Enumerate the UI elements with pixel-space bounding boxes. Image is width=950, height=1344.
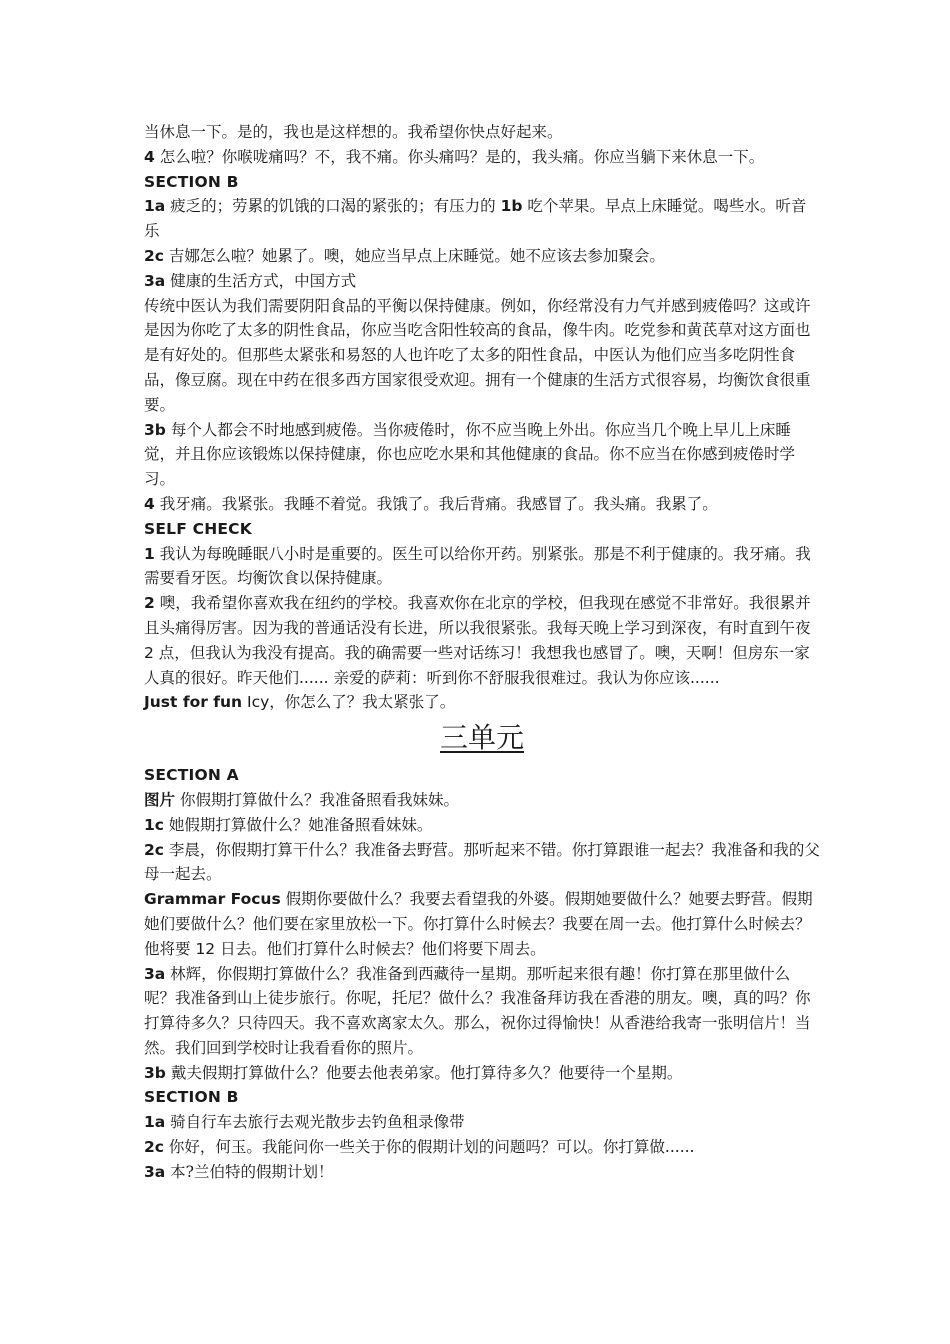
item-label: 3b	[144, 420, 166, 439]
paragraph-sc-1	[144, 542, 820, 592]
paragraph-just-for-fun	[144, 690, 820, 715]
item-label: 2	[144, 594, 155, 613]
text: 健康的生活方式，中国方式	[165, 271, 357, 290]
section-a-heading: SECTION A	[144, 766, 239, 785]
self-check-heading: SELF CHECK	[144, 519, 252, 538]
item-label: 2c	[144, 1138, 164, 1157]
text: 传统中医认为我们需要阴阳食品的平衡以保持健康。例如，你经常没有力气并感到疲倦吗？这或许是因为你吃了太多的阴性食品，你应当吃含阳性较高的食品，像牛肉。吃党参和黄芪草对这方面也是有好处的。但那些太紧张和易怒的人也许吃了太多的阳性食品，中医认为他们应当多吃阴性食品，像豆腐。现在中药在很多西方国家很受欢迎。拥有一个健康的生活方式很容易，均衡饮食很重要。	[144, 296, 811, 414]
item-label: 1a	[144, 1113, 166, 1132]
text: 噢，我希望你喜欢我在纽约的学校。我喜欢你在北京的学校，但我现在感觉不非常好。我很累并且头痛得厉害。因为我的普通话没有长进，所以我很紧张。我每天晚上学习到深夜，有时直到午夜	[144, 594, 811, 637]
paragraph-sc-2	[144, 591, 820, 690]
paragraph-1c	[144, 813, 820, 838]
paragraph-4	[144, 145, 820, 170]
paragraph-3b	[144, 418, 820, 492]
paragraph-1a	[144, 194, 820, 244]
paragraph-3a-body	[144, 294, 820, 418]
item-label-inline: 1b	[500, 197, 523, 216]
text: 我牙痛。我紧张。我睡不着觉。我饿了。我后背痛。我感冒了。我头痛。我累了。	[154, 494, 718, 513]
text: 骑自行车去旅行去观光散步去钓鱼租录像带	[165, 1113, 465, 1132]
text: 怎么啦？你喉咙痛吗？不，我不痛。你头痛吗？是的，我头痛。你应当躺下来休息一下。	[154, 147, 765, 166]
item-label: 3a	[144, 1162, 166, 1181]
text: 我认为每晚睡眠八小时是重要的。医生可以给你开药。别紧张。那是不利于健康的。我牙痛。我需要看牙医。均衡饮食以保持健康。	[144, 544, 811, 588]
item-label: 1c	[144, 815, 164, 834]
text: 本?兰伯特的假期计划！	[165, 1162, 334, 1181]
text: 你假期打算做什么？我准备照看我妹妹。	[175, 790, 459, 809]
text: 日去。他们打算什么时候去？他们将要下周去。	[215, 939, 546, 958]
unit-title-text: 三单元	[439, 721, 524, 755]
item-label: 2c	[144, 840, 164, 859]
paragraph-3a-u3b	[144, 1160, 820, 1185]
unit-title	[144, 717, 820, 759]
item-label: 3a	[144, 964, 166, 983]
number: 12	[195, 939, 216, 958]
text: 吃个苹果。早点上床睡觉。喝些水。听音乐	[144, 197, 807, 241]
text: 戴夫假期打算做什么？他要去他表弟家。他打算待多久？他要待一个星期。	[165, 1063, 683, 1082]
text: ，你怎么了？我太紧张了。	[269, 693, 456, 712]
paragraph-1a-u3	[144, 1110, 820, 1135]
text: 每个人都会不时地感到疲倦。当你疲倦时，你不应当晚上外出。你应当几个晚上早儿上床睡觉，并且你应该锻炼以保持健康，你也应吃水果和其他健康的食品。你不应当在你感到疲倦时学习。	[144, 420, 796, 489]
paragraph-2c-u3b	[144, 1135, 820, 1160]
text: 当休息一下。是的，我也是这样想的。我希望你快点好起来。	[144, 123, 563, 141]
text: 假期你要做什么？我要去看望我的外婆。假期她要做什么？她要去野营。假期她们要做什么？他们要在家里放松一下。你打算什么时候去？我要在周一去。他打算什么时候去？他将要	[144, 890, 813, 958]
item-label: 4	[144, 494, 155, 513]
item-label: 1	[144, 544, 155, 563]
paragraph-2c	[144, 244, 820, 269]
paragraph-3b-u3	[144, 1061, 820, 1086]
text: 你好，何玉。我能问你一些关于你的假期计划的问题吗？可以。你打算做......	[163, 1138, 695, 1157]
text: 林辉，你假期打算做什么？我准备到西藏待一星期。那听起来很有趣！你打算在那里做什么呢？我准备到山上徒步旅行。你呢，托尼？做什么？我准备拜访我在香港的朋友。噢，真的吗？你打算待多久？只待四天。我不喜欢离家太久。那么，祝你过得愉快！从香港给我寄一张明信片！当然。我们回到学校时让我看看你的照片。	[144, 964, 811, 1057]
paragraph-picture	[144, 788, 820, 813]
number: 2	[144, 643, 154, 662]
item-label: 2c	[144, 246, 164, 265]
paragraph-3a-u3	[144, 962, 820, 1061]
paragraph-3a	[144, 269, 820, 294]
section-b-heading: SECTION B	[144, 172, 239, 191]
text: 李晨，你假期打算干什么？我准备去野营。那听起来不错。你打算跟谁一起去？我准备和我的父母一起去。	[144, 840, 820, 884]
section-b-heading-u3: SECTION B	[144, 1088, 239, 1107]
item-label: Just for fun	[144, 693, 243, 712]
item-label: 4	[144, 147, 155, 166]
item-label: Grammar Focus	[144, 890, 281, 909]
text-latin: Icy	[242, 693, 270, 712]
text: 疲乏的；劳累的饥饿的口渴的紧张的；有压力的	[165, 197, 501, 216]
item-label: 3b	[144, 1063, 166, 1082]
item-label: 图片	[144, 790, 176, 809]
paragraph-4b	[144, 492, 820, 517]
paragraph-2c-u3	[144, 838, 820, 888]
text: 点，但我认为我没有提高。我的确需要一些对话练习！我想我也感冒了。噢，天啊！但房东一家人真的很好。昨天他们...... 亲爱的萨莉：听到你不舒服我很难过。我认为你应该......	[144, 643, 810, 687]
text: 她假期打算做什么？她准备照看妹妹。	[163, 815, 433, 834]
text: 吉娜怎么啦？她累了。噢，她应当早点上床睡觉。她不应该去参加聚会。	[163, 246, 665, 265]
item-label: 1a	[144, 197, 166, 216]
item-label: 3a	[144, 271, 166, 290]
paragraph-grammar-focus	[144, 887, 820, 961]
paragraph-continuation	[144, 120, 820, 145]
